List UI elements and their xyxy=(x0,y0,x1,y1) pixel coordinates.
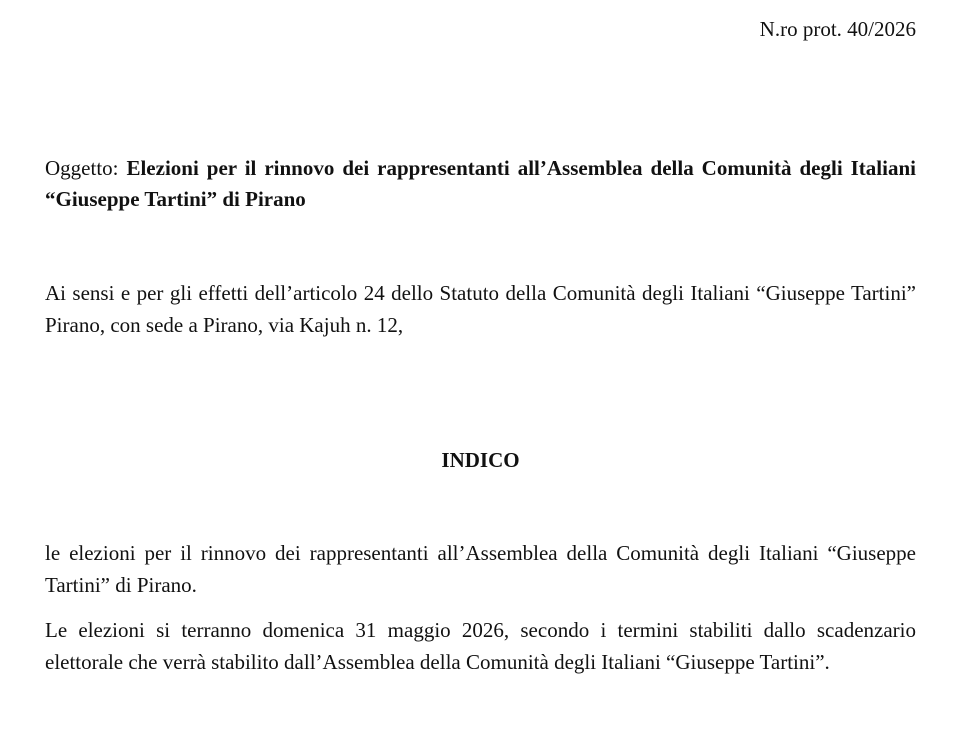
body-paragraph: le elezioni per il rinnovo dei rappresentanti all’Assemblea della Comunità degli Italiani “Giuseppe Tartini” di Pirano. xyxy=(45,541,916,597)
body-paragraph: Le elezioni si terranno domenica 31 maggio 2026, secondo i termini stabiliti dallo scadenzario elettorale che verrà stabilito dall’Assemblea della Comunità degli Italiani “Giuseppe Tartini”. xyxy=(45,618,916,674)
intro-paragraph: Ai sensi e per gli effetti dell’articolo 24 dello Statuto della Comunità degli Italiani “Giuseppe Tartini” Pirano, con sede a Pirano, via Kajuh n. 12, xyxy=(45,281,916,337)
subject-line xyxy=(45,153,916,215)
protocol-number: N.ro prot. 40/2026 xyxy=(759,17,916,41)
subject-label: Oggetto: xyxy=(45,156,127,180)
subject-title: Elezioni per il rinnovo dei rappresentanti all’Assemblea della Comunità degli Italiani “Giuseppe Tartini” di Pirano xyxy=(45,156,916,211)
section-heading: INDICO xyxy=(441,448,520,472)
